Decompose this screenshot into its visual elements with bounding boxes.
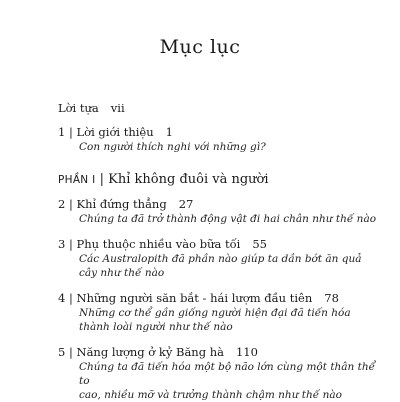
- toc-entry-chapter-2[interactable]: [58, 196, 378, 226]
- chapter-number: 5 |: [58, 345, 73, 359]
- chapter-page: 55: [252, 237, 267, 251]
- toc-entry-preface[interactable]: [58, 100, 378, 116]
- toc-entry-chapter-1[interactable]: [58, 124, 378, 154]
- chapter-title: Năng lượng ở kỷ Băng hà: [76, 345, 224, 359]
- chapter-subtitle: Chúng ta đã tiến hóa một bộ não lớn cùng một thân thể to: [79, 361, 376, 387]
- chapter-number: 1 |: [58, 125, 73, 139]
- chapter-subtitle: Các Australopith đã phần nào giúp ta dần bớt ăn quả: [79, 253, 362, 265]
- chapter-title: Lời giới thiệu: [76, 125, 154, 139]
- chapter-subtitle: Những cơ thể gần giống người hiện đại đã tiến hóa: [79, 307, 351, 319]
- toc-entry-chapter-5[interactable]: [58, 344, 378, 402]
- chapter-title: Phụ thuộc nhiều vào bữa tối: [76, 237, 241, 251]
- page-title: Mục lục: [159, 36, 241, 58]
- chapter-number: 4 |: [58, 291, 73, 305]
- chapter-number: 2 |: [58, 197, 73, 211]
- chapter-subtitle-cont: cây như thế nào: [79, 267, 165, 279]
- part-title: Khỉ không đuôi và người: [108, 172, 269, 187]
- chapter-subtitle: Chúng ta đã trở thành động vật đi hai chân như thế nào: [79, 213, 377, 225]
- entry-page: vii: [110, 101, 125, 115]
- toc-entry-chapter-4[interactable]: [58, 290, 378, 334]
- part-heading: [58, 172, 269, 187]
- part-separator: |: [99, 172, 105, 187]
- chapter-page: 1: [165, 125, 173, 139]
- toc-entry-chapter-3[interactable]: [58, 236, 378, 280]
- chapter-page: 78: [324, 291, 339, 305]
- chapter-page: 110: [235, 345, 258, 359]
- part-label: PHẦN I: [58, 174, 96, 186]
- entry-title: Lời tựa: [58, 101, 99, 115]
- chapter-number: 3 |: [58, 237, 73, 251]
- chapter-subtitle: Con người thích nghi với những gì?: [79, 141, 266, 153]
- chapter-title: Những người săn bắt - hái lượm đầu tiên: [76, 291, 313, 305]
- chapter-subtitle-cont: thành loài người như thế nào: [79, 321, 233, 333]
- chapter-subtitle-cont: cao, nhiều mỡ và trưởng thành chậm như thế nào: [79, 389, 342, 401]
- chapter-page: 27: [178, 197, 194, 211]
- chapter-title: Khỉ đứng thẳng: [76, 197, 167, 211]
